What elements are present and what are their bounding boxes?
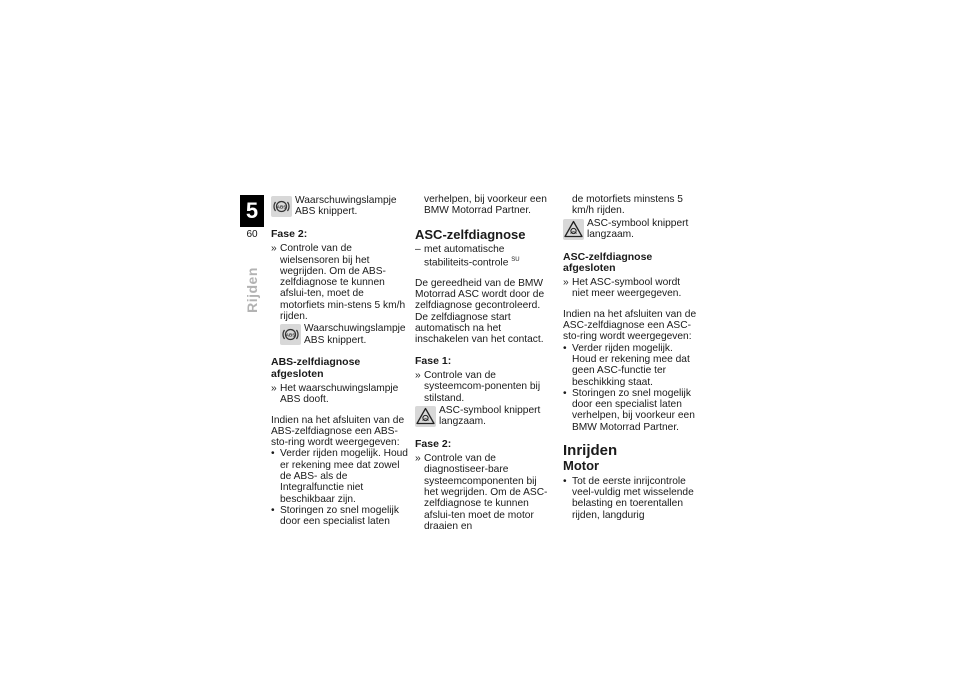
fase2-step-text-col2: Controle van de diagnostiseer-bare systeemcomponenten bij het wegrijden. Om de ASC-zelfdiagnose te kunnen afslui-ten moet de motor draaien en	[424, 453, 548, 532]
asc-paragraph: De gereedheid van de BMW Motorrad ASC wordt door de zelfdiagnose gecontroleerd. De zelfdiagnose start automatisch na het inschakelen van het contact.	[415, 277, 545, 346]
optional-equipment-mark: SU	[511, 257, 520, 264]
dash-marker: –	[415, 243, 421, 255]
bullet-marker: •	[271, 448, 275, 460]
abs-done-step-text: Het waarschuwingslampje ABS dooft.	[280, 382, 399, 406]
abs-fault-paragraph: Indien na het afsluiten van de ABS-zelfdiagnose een ABS-sto-ring wordt weergegeven:	[271, 414, 405, 449]
svg-text:ABS: ABS	[276, 204, 287, 210]
asc-icon-row-2	[563, 218, 699, 242]
bullet-marker: •	[271, 504, 275, 516]
fase2-step-text-col1: Controle van de wielsensoren bij het wegrijden. Om de ABS-zelfdiagnose te kunnen afslui-ten, moet de motorfiets min-stens 5 km/h rijden.	[280, 243, 406, 323]
fase1-heading: Fase 1:	[415, 354, 452, 367]
column-2	[415, 194, 551, 532]
asc-bullet-2-text: Storingen zo snel mogelijk door een specialist laten verhelpen, bij voorkeur een BMW Motorrad Partner.	[572, 387, 695, 433]
col2-continuation: verhelpen, bij voorkeur een BMW Motorrad Partner.	[424, 194, 547, 217]
asc-done-step	[563, 277, 699, 300]
asc-bullet-2	[563, 388, 699, 433]
abs-done-step	[271, 383, 408, 406]
asc-equipment-note	[415, 244, 551, 269]
step-marker: »	[271, 382, 277, 394]
bullet-marker: •	[563, 475, 567, 487]
abs-lamp-text-2: Waarschuwingslampje ABS knippert.	[304, 323, 406, 346]
chapter-title-wrap	[232, 252, 272, 332]
asc-fault-paragraph: Indien na het afsluiten van de ASC-zelfdiagnose een ASC-sto-ring wordt weergegeven:	[563, 308, 697, 343]
fase2-step-col2	[415, 453, 551, 532]
asc-triangle-warning-icon	[415, 406, 436, 427]
abs-bullet-1-text: Verder rijden mogelijk. Houd er rekening mee dat zowel de ABS- als de Integralfunctie niet beschikbaar zijn.	[280, 448, 408, 505]
step-marker: »	[271, 243, 277, 255]
asc-bullet-1-text: Verder rijden mogelijk. Houd er rekening mee dat geen ASC-functie ter beschikking staat.	[572, 342, 690, 388]
asc-icon-row-1	[415, 405, 551, 429]
fase1-step	[415, 370, 551, 404]
chapter-title: Rijden	[244, 267, 260, 313]
abs-bullet-2-text: Storingen zo snel mogelijk door een specialist laten	[280, 504, 399, 528]
fase2-heading-col2: Fase 2:	[415, 437, 452, 450]
asc-note-text: met automatische stabiliteits-controle	[424, 243, 509, 269]
abs-warning-lamp-icon	[280, 324, 301, 345]
inrijden-heading: Inrijden	[563, 442, 618, 460]
step-marker: »	[563, 277, 569, 289]
fase1-step-text: Controle van de systeemcom-ponenten bij stilstand.	[424, 369, 541, 404]
chapter-number: 5	[240, 195, 264, 227]
abs-done-heading: ABS-zelfdiagnose afgesloten	[271, 356, 361, 380]
asc-done-heading: ASC-zelfdiagnose afgesloten	[563, 250, 653, 274]
svg-text:ABS: ABS	[285, 332, 296, 338]
asc-heading: ASC-zelfdiagnose	[415, 226, 526, 242]
abs-bullet-2	[271, 505, 408, 528]
fase2-heading-col1: Fase 2:	[271, 228, 308, 240]
asc-bullet-1	[563, 343, 699, 388]
step-marker: »	[415, 453, 421, 465]
abs-bullet-1	[271, 448, 408, 504]
asc-triangle-warning-icon	[563, 219, 584, 240]
motor-bullet-1	[563, 476, 699, 521]
fase2-step-col1	[271, 243, 408, 322]
col3-continuation: de motorfiets minstens 5 km/h rijden.	[572, 194, 683, 217]
column-3	[563, 194, 699, 521]
abs-lamp-text-1: Waarschuwingslampje ABS knippert.	[295, 195, 397, 218]
motor-bullet-1-text: Tot de eerste inrijcontrole veel-vuldig met wisselende belasting en toerentallen rijden, langdurig	[572, 475, 694, 521]
step-marker: »	[415, 369, 421, 381]
asc-icon-text-2: ASC-symbool knippert langzaam.	[587, 217, 689, 240]
page-number: 60	[246, 229, 258, 240]
motor-heading: Motor	[563, 458, 600, 474]
bullet-marker: •	[563, 342, 567, 354]
abs-lamp-row-2	[280, 323, 408, 347]
asc-done-step-text: Het ASC-symbool wordt niet meer weergegeven.	[572, 277, 682, 300]
column-1	[271, 194, 408, 528]
bullet-marker: •	[563, 387, 567, 399]
asc-icon-text-1: ASC-symbool knippert langzaam.	[439, 404, 541, 428]
abs-lamp-row-1	[271, 195, 408, 219]
abs-warning-lamp-icon	[271, 196, 292, 217]
